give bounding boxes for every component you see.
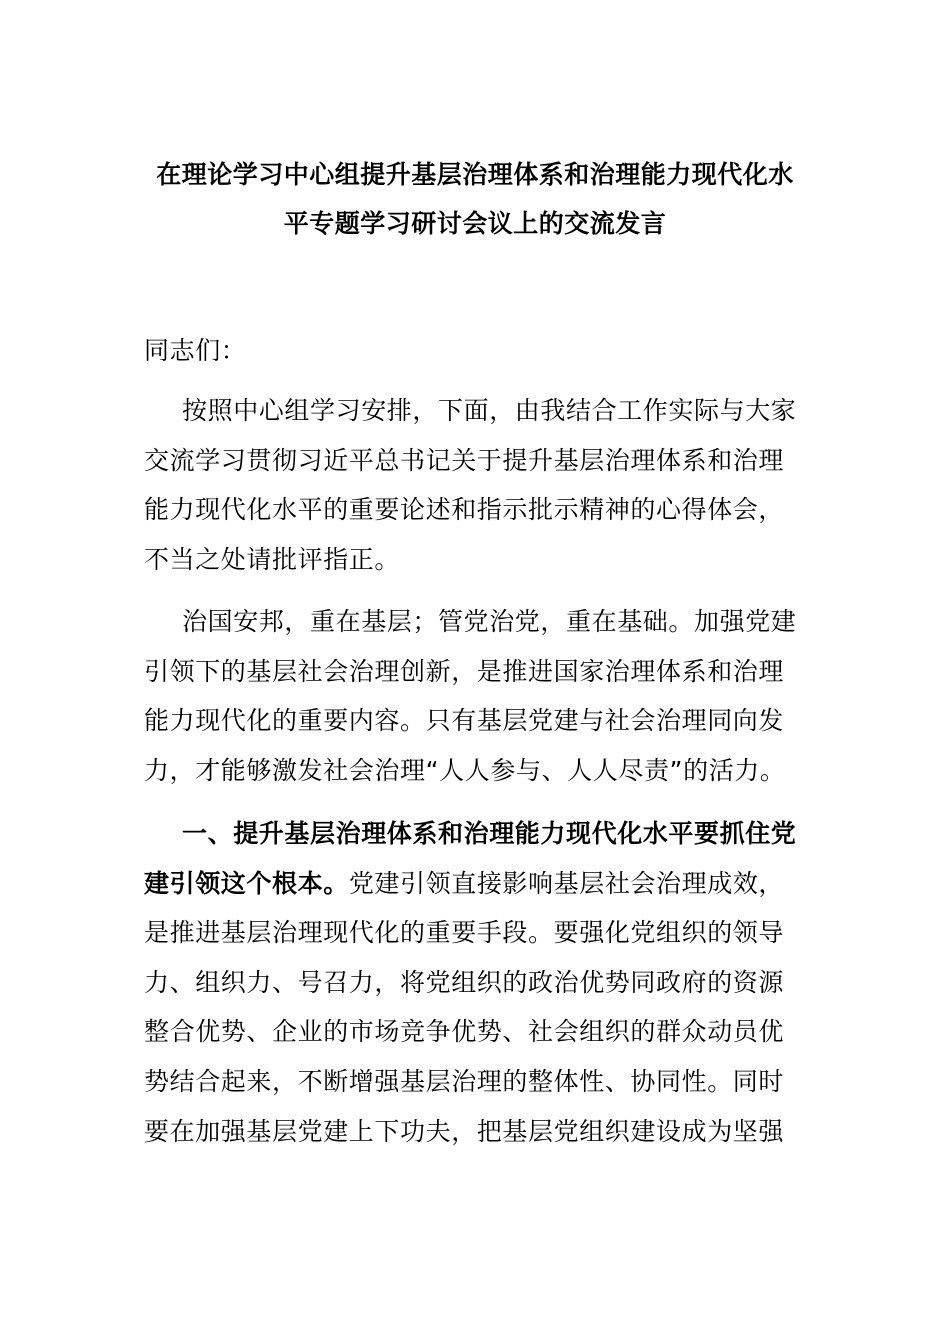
section-heading: 一、提升基层治理体系和治理能力现代化水平要抓住党 [182,819,797,848]
paragraph-line: 引领下的基层社会治理创新，是推进国家治理体系和治理 [144,656,785,686]
paragraph-line: 能力现代化水平的重要论述和指示批示精神的心得体会， [144,495,785,525]
section-text: 党建引领直接影响基层社会治理成效， [348,868,785,898]
salutation-text: 同志们： [144,336,247,365]
paragraph-line: 是推进基层治理现代化的重要手段。要强化党组织的领导 [144,918,785,948]
section-heading-line2 [144,859,806,909]
paragraph-line: 势结合起来，不断增强基层治理的整体性、协同性。同时 [144,1066,785,1096]
paragraph-governance [144,597,806,795]
paragraph-line: 能力现代化的重要内容。只有基层党建与社会治理同向发 [144,706,785,736]
paragraph-line: 不当之处请批评指正。 [144,544,401,574]
section-one [144,809,806,1156]
paragraph-line: 按照中心组学习安排，下面，由我结合工作实际与大家 [182,396,797,425]
paragraph-line: 交流学习贯彻习近平总书记关于提升基层治理体系和治理 [144,445,785,475]
salutation [144,326,806,376]
paragraph-line: 力，才能够激发社会治理“人人参与、人人尽责”的活力。 [144,755,786,785]
paragraph-line: 治国安邦，重在基层；管党治党，重在基础。加强党建 [182,607,797,636]
paragraph-line: 力、组织力、号召力，将党组织的政治优势同政府的资源 [144,967,785,997]
paragraph-intro [144,386,806,584]
section-heading-end: 建引领这个根本。 [144,868,349,898]
document-title [144,150,806,248]
title-line: 平专题学习研讨会议上的交流发言 [283,209,667,238]
paragraph-line: 整合优势、企业的市场竞争优势、社会组织的群众动员优 [144,1017,785,1047]
title-line: 在理论学习中心组提升基层治理体系和治理能力现代化水 [156,160,794,189]
paragraph-line: 要在加强基层党建上下功夫，把基层党组织建设成为坚强 [144,1116,785,1146]
